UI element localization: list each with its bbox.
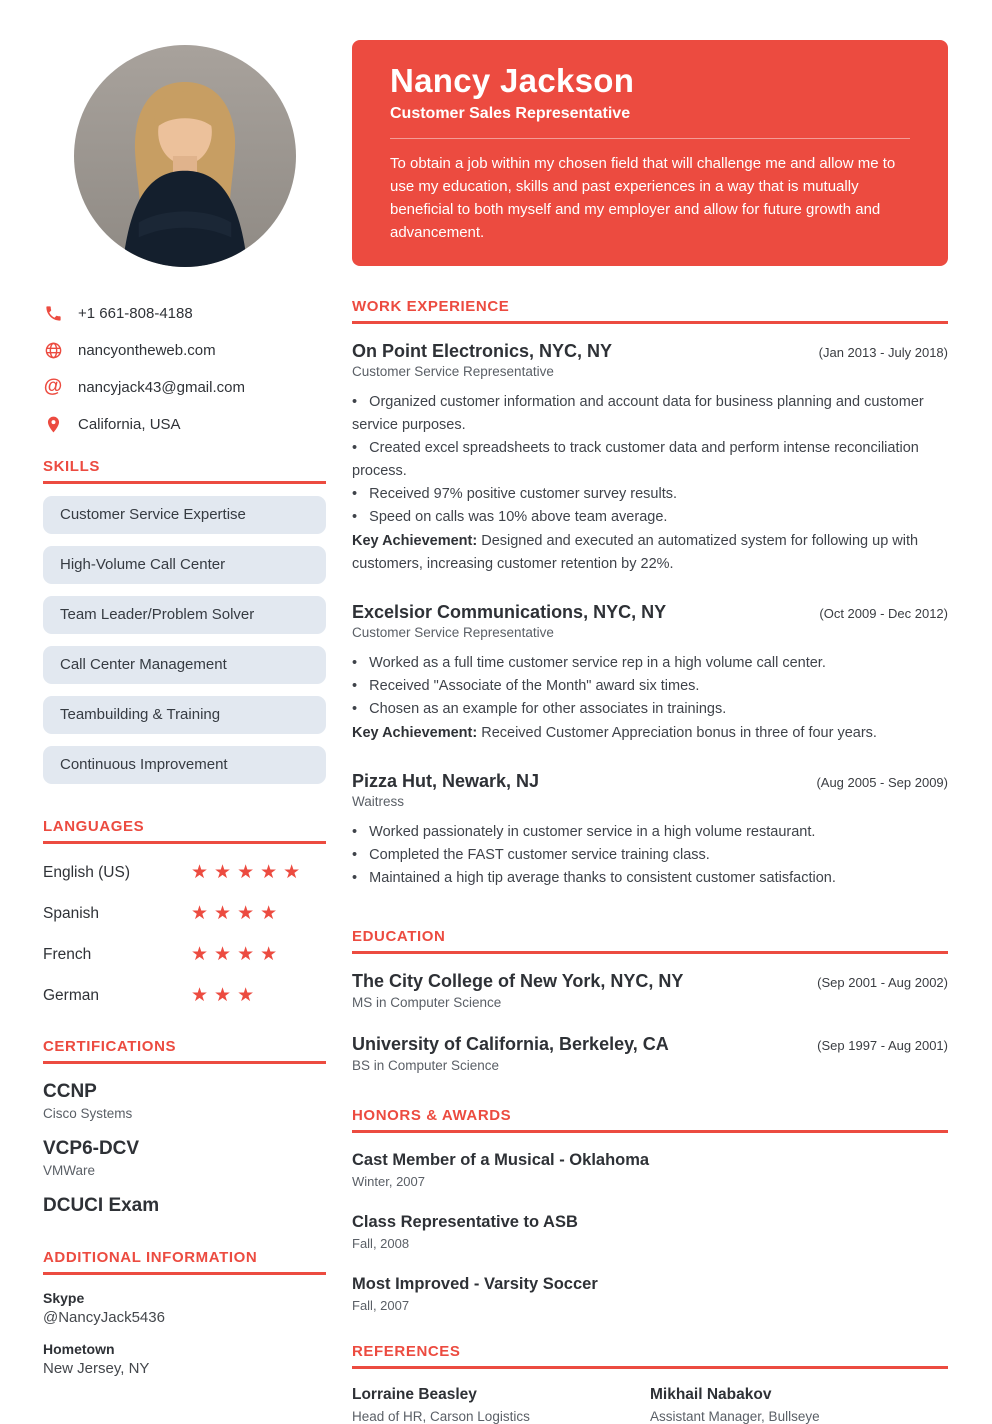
globe-icon [43, 340, 63, 360]
reference-name: Mikhail Nabakov [650, 1386, 772, 1403]
honors-section-title: HONORS & AWARDS [352, 1107, 512, 1124]
contact-location: California, USA [78, 415, 181, 433]
job-role: Waitress [352, 794, 405, 809]
key-achievement-label: Key Achievement: [352, 725, 478, 741]
main-content [352, 0, 948, 1424]
certification-org: VMWare [43, 1163, 96, 1178]
key-achievement [352, 530, 948, 576]
job-bullet: • Received "Associate of the Month" award six times. [352, 675, 948, 698]
contact-website[interactable]: nancyontheweb.com [78, 341, 216, 359]
reference-entry [352, 1386, 650, 1424]
honor-date: Fall, 2008 [352, 1236, 410, 1251]
certification-name: DCUCI Exam [43, 1195, 160, 1216]
job-dates: (Jan 2013 - July 2018) [818, 345, 948, 360]
additional-item [43, 1290, 326, 1326]
certification-item [43, 1081, 326, 1121]
star-rating: ★★★★ [191, 903, 284, 924]
reference-entry [650, 1386, 948, 1424]
additional-label: Skype [43, 1290, 85, 1306]
education-section [352, 928, 948, 1073]
reference-title: Head of HR, Carson Logistics [352, 1409, 530, 1424]
section-divider [352, 951, 948, 954]
job-bullet: • Speed on calls was 10% above team average. [352, 506, 948, 529]
reference-name: Lorraine Beasley [352, 1386, 477, 1403]
job-role: Customer Service Representative [352, 364, 554, 379]
education-school: The City College of New York, NYC, NY [352, 971, 684, 991]
job-bullet: • Organized customer information and account data for business planning and customer service purposes. [352, 391, 948, 437]
education-entry [352, 970, 948, 1010]
language-name: German [43, 987, 99, 1004]
section-divider [43, 1272, 326, 1275]
skill-pill: Team Leader/Problem Solver [43, 596, 326, 634]
key-achievement-text: Received Customer Appreciation bonus in three of four years. [481, 725, 877, 741]
skill-pill: Customer Service Expertise [43, 496, 326, 534]
skill-pill: Call Center Management [43, 646, 326, 684]
contact-list [43, 303, 326, 434]
skill-pill: High-Volume Call Center [43, 546, 326, 584]
additional-section-title: ADDITIONAL INFORMATION [43, 1249, 258, 1266]
objective-text: To obtain a job within my chosen field that will challenge me and allow me to use my education, skills and past experiences in a way that is mutually beneficial to both myself and my employer and allow for future growth and advancement. [390, 155, 896, 241]
references-grid [352, 1386, 948, 1424]
languages-section-title: LANGUAGES [43, 818, 145, 835]
job-dates: (Aug 2005 - Sep 2009) [816, 775, 948, 790]
contact-email-row [43, 377, 326, 397]
education-section-title: EDUCATION [352, 928, 446, 945]
education-dates: (Sep 2001 - Aug 2002) [817, 975, 948, 990]
certification-item [43, 1138, 326, 1178]
contact-location-row [43, 414, 326, 434]
contact-website-row [43, 340, 326, 360]
certifications-section-title: CERTIFICATIONS [43, 1038, 177, 1055]
job-company: Excelsior Communications, NYC, NY [352, 602, 667, 622]
candidate-name: Nancy Jackson [390, 62, 635, 99]
honor-title: Class Representative to ASB [352, 1213, 578, 1231]
certification-org: Cisco Systems [43, 1106, 133, 1121]
job-company: On Point Electronics, NYC, NY [352, 341, 613, 361]
section-divider [352, 321, 948, 324]
honor-date: Winter, 2007 [352, 1174, 425, 1189]
language-row [43, 943, 326, 967]
certification-name: CCNP [43, 1081, 97, 1102]
language-row [43, 984, 326, 1008]
additional-item [43, 1341, 326, 1377]
education-dates: (Sep 1997 - Aug 2001) [817, 1038, 948, 1053]
section-divider [43, 481, 326, 484]
honors-section [352, 1107, 948, 1313]
job-bullets [352, 652, 948, 721]
honor-title: Cast Member of a Musical - Oklahoma [352, 1151, 650, 1169]
reference-title: Assistant Manager, Bullseye [650, 1409, 820, 1424]
job-role: Customer Service Representative [352, 625, 554, 640]
contact-email[interactable]: nancyjack43@gmail.com [78, 378, 245, 396]
section-divider [352, 1130, 948, 1133]
job-entry [352, 601, 948, 745]
additional-value: @NancyJack5436 [43, 1309, 165, 1326]
job-bullet: • Completed the FAST customer service training class. [352, 844, 948, 867]
candidate-job-title: Customer Sales Representative [390, 105, 631, 122]
star-rating: ★★★★ [191, 944, 284, 965]
sidebar [43, 0, 326, 1377]
work-experience-section [352, 298, 948, 890]
job-company: Pizza Hut, Newark, NJ [352, 771, 540, 791]
job-entry [352, 340, 948, 576]
job-bullets [352, 391, 948, 529]
key-achievement [352, 722, 948, 745]
honor-entry [352, 1275, 948, 1313]
education-school: University of California, Berkeley, CA [352, 1034, 669, 1054]
star-rating: ★★★ [191, 985, 261, 1006]
references-section [352, 1343, 948, 1424]
language-row [43, 902, 326, 926]
skill-pill: Teambuilding & Training [43, 696, 326, 734]
at-icon: @ [43, 376, 63, 397]
phone-icon [43, 303, 63, 323]
job-entry [352, 770, 948, 890]
header-banner [352, 40, 948, 266]
references-section-title: REFERENCES [352, 1343, 461, 1360]
job-bullet: • Maintained a high tip average thanks to consistent customer satisfaction. [352, 867, 948, 890]
job-bullet: • Worked passionately in customer service in a high volume restaurant. [352, 821, 948, 844]
work-section-title: WORK EXPERIENCE [352, 298, 510, 315]
section-divider [43, 841, 326, 844]
star-rating: ★★★★★ [191, 862, 307, 883]
skill-pill: Continuous Improvement [43, 746, 326, 784]
job-bullet: • Received 97% positive customer survey results. [352, 483, 948, 506]
certification-item [43, 1195, 326, 1221]
pin-icon [43, 414, 63, 434]
language-row [43, 861, 326, 885]
key-achievement-label: Key Achievement: [352, 533, 478, 549]
language-name: Spanish [43, 905, 100, 922]
honor-title: Most Improved - Varsity Soccer [352, 1275, 598, 1293]
job-dates: (Oct 2009 - Dec 2012) [819, 606, 948, 621]
honor-entry [352, 1213, 948, 1251]
education-entry [352, 1033, 948, 1073]
certification-name: VCP6-DCV [43, 1138, 140, 1159]
education-degree: MS in Computer Science [352, 995, 502, 1010]
section-divider [352, 1366, 948, 1369]
certification-org [43, 1220, 326, 1221]
honor-date: Fall, 2007 [352, 1298, 410, 1313]
section-divider [43, 1061, 326, 1064]
job-bullet: • Chosen as an example for other associates in trainings. [352, 698, 948, 721]
language-name: English (US) [43, 864, 130, 881]
profile-photo [74, 45, 296, 267]
skills-section-title: SKILLS [43, 458, 100, 475]
additional-value: New Jersey, NY [43, 1360, 150, 1377]
education-degree: BS in Computer Science [352, 1058, 500, 1073]
job-bullet: • Worked as a full time customer service rep in a high volume call center. [352, 652, 948, 675]
job-bullet: • Created excel spreadsheets to track customer data and perform intense reconciliation process. [352, 437, 948, 483]
contact-phone-row [43, 303, 326, 323]
key-achievement-text: Designed and executed an automatized system for following up with customers, increasing customer retention by 22%. [352, 533, 919, 572]
header-divider [390, 138, 910, 139]
honor-entry [352, 1151, 948, 1189]
job-bullets [352, 821, 948, 890]
contact-phone[interactable]: +1 661-808-4188 [78, 304, 193, 322]
additional-label: Hometown [43, 1341, 115, 1357]
language-name: French [43, 946, 92, 963]
